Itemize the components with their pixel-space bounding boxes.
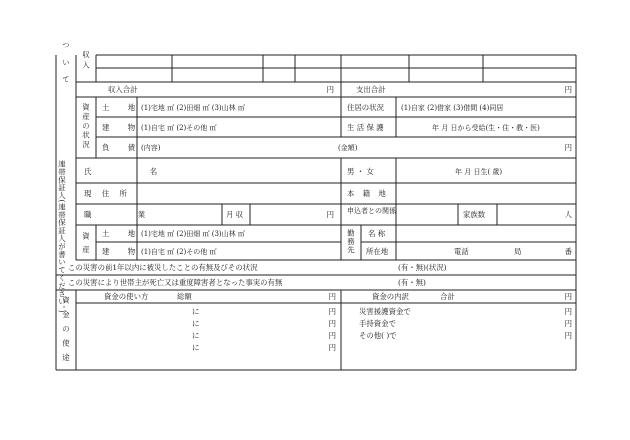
disaster-prior-answer: (有・無)(状況) <box>398 263 447 272</box>
usage-row-unit: 円 <box>328 331 336 340</box>
breakdown-row-label: その他( )で <box>359 331 397 340</box>
total-unit: 円 <box>328 292 336 301</box>
phone-number: 番 <box>564 247 572 256</box>
gender-label: 男 ・ 女 <box>347 167 374 176</box>
usage-header: 資金の使い方 <box>104 292 149 301</box>
family-label: 家族数 <box>463 210 486 219</box>
address-label: 現 住 所 <box>84 189 131 198</box>
breakdown-row-label: 災害援護資金で <box>359 307 411 316</box>
income-total-label: 収入合計 <box>108 85 138 94</box>
usage-row-connector: に <box>192 319 200 328</box>
family-unit: 人 <box>564 210 572 219</box>
disaster-prior-text: この災害の前1年以内に被災したことの有無及びその状況 <box>68 263 258 272</box>
guarantor-building-options: (1)自宅 ㎡ (2)その他 ㎡ <box>141 248 217 256</box>
total-header: 総額 <box>177 292 192 301</box>
land-label: 土 地 <box>102 103 144 112</box>
debt-amount: (金額) <box>338 144 358 152</box>
housing-label: 住居の状況 <box>347 103 384 112</box>
usage-row-unit: 円 <box>328 307 336 316</box>
expense-total-label: 支出合計 <box>356 85 386 94</box>
breakdown-row-unit: 円 <box>564 319 572 328</box>
assets-side-label: 資産の状況 <box>81 103 91 150</box>
guarantor-name-label: 氏 名 <box>84 167 186 176</box>
building-options: (1)自宅 ㎡ (2)その他 ㎡ <box>141 124 217 132</box>
guarantor-asset-label: 資産 <box>81 232 91 259</box>
welfare-label: 生 活 保 護 <box>347 123 384 132</box>
income-total-unit: 円 <box>326 85 334 94</box>
land-options: (1)宅地 ㎡ (2)田畑 ㎡ (3)山林 ㎡ <box>141 104 245 112</box>
building-label: 建 物 <box>102 123 144 132</box>
birth-label: 年 月 日生( 歳) <box>455 168 503 176</box>
breakdown-row-unit: 円 <box>564 307 572 316</box>
debt-label: 負 債 <box>102 143 144 152</box>
guarantor-side-label: 連帯保証人(連帯保証人が書いてください。) <box>57 160 67 314</box>
usage-row-connector: に <box>192 307 200 316</box>
usage-row-connector: に <box>192 343 200 352</box>
welfare-options: 年 月 日から受給(生・住・教・医) <box>432 124 540 132</box>
expense-total-unit: 円 <box>564 85 572 94</box>
guarantor-land-options: (1)宅地 ㎡ (2)田畑 ㎡ (3)山林 ㎡ <box>141 230 245 238</box>
usage-row-unit: 円 <box>328 319 336 328</box>
phone-bureau: 局 <box>514 247 522 256</box>
housing-options: (1)自家 (2)借家 (3)借間 (4)同居 <box>401 104 504 112</box>
breakdown-row-label: 手持資金で <box>359 319 396 328</box>
monthly-income-unit: 円 <box>326 210 334 219</box>
breakdown-header: 資金の内訳 <box>372 292 409 301</box>
income-label: 収入 <box>81 50 91 72</box>
guarantor-building-label: 建 物 <box>102 247 144 256</box>
domicile-label: 本 籍 地 <box>347 189 389 198</box>
disaster-death-text: この災害により世帯主が死亡又は重度障害者となった事実の有無 <box>68 278 283 287</box>
debt-unit: 円 <box>564 143 572 152</box>
work-side-label: 勤務先 <box>346 229 356 255</box>
debt-content: (内容) <box>141 144 161 152</box>
phone-label: 電話 <box>454 247 469 256</box>
work-address-label: 所在地 <box>366 247 389 256</box>
about-vertical-label: ついて <box>61 40 71 94</box>
breakdown-unit: 円 <box>564 292 572 301</box>
usage-row-unit: 円 <box>328 343 336 352</box>
guarantor-land-label: 土 地 <box>102 229 144 238</box>
breakdown-row-unit: 円 <box>564 331 572 340</box>
relation-label: 申込者との関係 <box>347 207 396 215</box>
usage-row-connector: に <box>192 331 200 340</box>
breakdown-total: 合計 <box>440 292 455 301</box>
disaster-death-answer: (有・無) <box>398 278 426 287</box>
monthly-income-label: 月 収 <box>226 210 244 219</box>
work-name-label: 名 称 <box>368 229 386 238</box>
job-label: 職 業 <box>84 210 168 219</box>
funds-side-label: 資金の使途 <box>61 296 71 368</box>
